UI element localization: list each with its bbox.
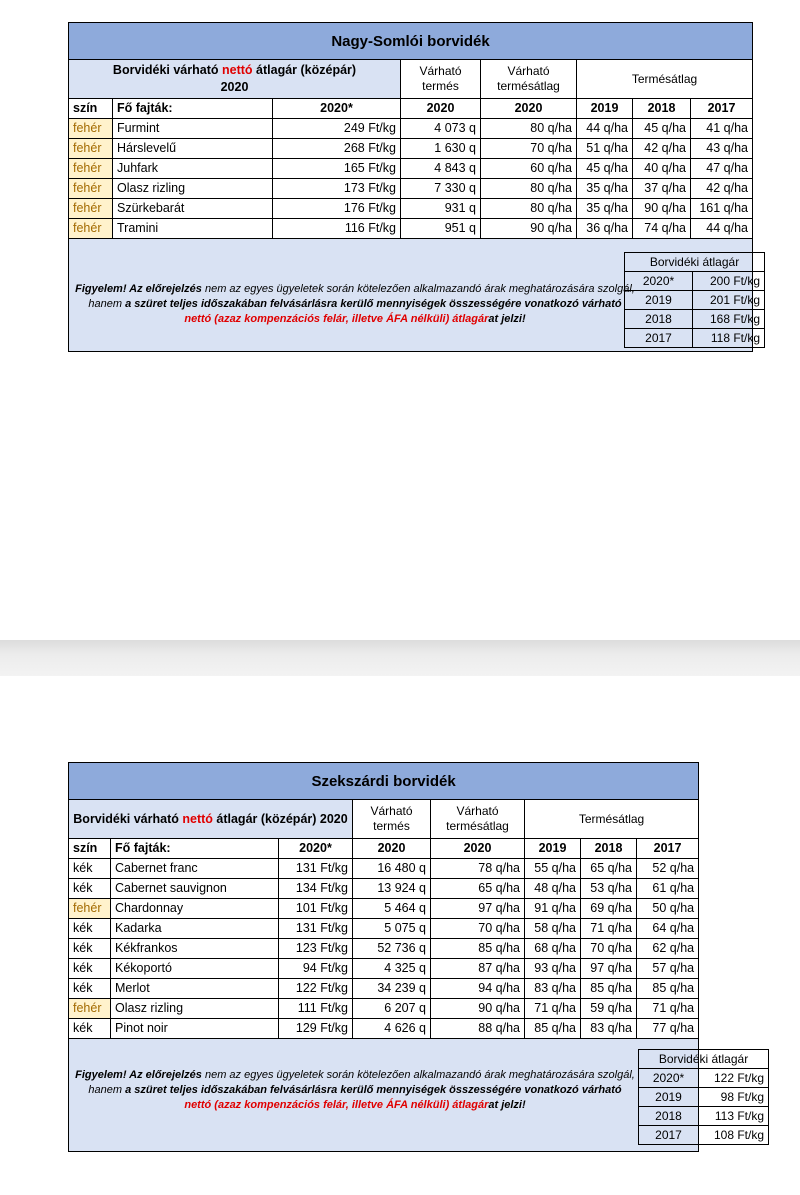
yield-2017-cell: 71 q/ha [637,999,699,1019]
yield-2019-cell: 55 q/ha [525,859,581,879]
szekszard-avg-table-block [638,1049,769,1145]
price-cell: 116 Ft/kg [273,219,401,239]
yield-2017-cell: 57 q/ha [637,959,699,979]
avg-table-title: Borvidéki átlagár [639,1050,769,1069]
table-row [69,199,753,219]
subhead-2017: 2017 [691,99,753,119]
variety-color-cell: fehér [69,179,113,199]
price-header-net: nettó [182,811,213,826]
yield-2019-cell: 85 q/ha [525,1019,581,1039]
table-row [69,219,753,239]
expected-yield-cell: 4 843 q [401,159,481,179]
variety-color-cell: fehér [69,899,111,919]
expected-avg-cell: 70 q/ha [481,139,577,159]
col-expected-yield: Várható termés [401,60,481,99]
variety-name-cell: Pinot noir [111,1019,279,1039]
variety-name-cell: Kékoportó [111,959,279,979]
avg-price-cell: 118 Ft/kg [693,329,765,348]
expected-avg-cell: 65 q/ha [431,879,525,899]
table-row [69,179,753,199]
yield-2017-cell: 77 q/ha [637,1019,699,1039]
regional-avg-rows [625,253,765,348]
note-part-e: at jelzi! [488,1098,526,1111]
price-cell: 131 Ft/kg [279,859,353,879]
page-2 [0,676,800,1195]
variety-name-cell: Kékfrankos [111,939,279,959]
variety-name-cell: Szürkebarát [113,199,273,219]
yield-2019-cell: 35 q/ha [577,179,633,199]
yield-2018-cell: 85 q/ha [581,979,637,999]
yield-2019-cell: 45 q/ha [577,159,633,179]
price-cell: 101 Ft/kg [279,899,353,919]
expected-avg-cell: 90 q/ha [481,219,577,239]
subhead-variety: Fő fajták: [111,839,279,859]
regional-avg-table [624,252,765,348]
table-row [69,999,699,1019]
expected-yield-cell: 7 330 q [401,179,481,199]
yield-2017-cell: 42 q/ha [691,179,753,199]
expected-yield-cell: 951 q [401,219,481,239]
note-part-a: Figyelem! Az előrejelzés [75,282,202,295]
table-row [69,899,699,919]
col-expected-yield: Várható termés [353,800,431,839]
avg-year-cell: 2017 [639,1126,699,1145]
yield-2017-cell: 44 q/ha [691,219,753,239]
table-row [69,159,753,179]
avg-table-header-row [639,1050,769,1069]
price-cell: 134 Ft/kg [279,879,353,899]
price-cell: 123 Ft/kg [279,939,353,959]
table-row [69,859,699,879]
expected-avg-cell: 87 q/ha [431,959,525,979]
yield-2017-cell: 85 q/ha [637,979,699,999]
region-title: Nagy-Somlói borvidék [69,23,753,60]
subhead-2018: 2018 [581,839,637,859]
avg-table-row [639,1069,769,1088]
col-expected-avg: Várható termésátlag [481,60,577,99]
price-header-year: 2020 [220,80,249,94]
yield-2018-cell: 45 q/ha [633,119,691,139]
expected-avg-cell: 90 q/ha [431,999,525,1019]
yield-2018-cell: 90 q/ha [633,199,691,219]
avg-table-row [625,272,765,291]
page-separator [0,640,800,676]
expected-avg-cell: 97 q/ha [431,899,525,919]
yield-2019-cell: 36 q/ha [577,219,633,239]
price-cell: 173 Ft/kg [273,179,401,199]
yield-2017-cell: 41 q/ha [691,119,753,139]
avg-price-cell: 122 Ft/kg [699,1069,769,1088]
variety-name-cell: Kadarka [111,919,279,939]
avg-year-cell: 2020* [625,272,693,291]
expected-yield-cell: 931 q [401,199,481,219]
avg-price-cell: 98 Ft/kg [699,1088,769,1107]
table-row [69,939,699,959]
expected-avg-cell: 85 q/ha [431,939,525,959]
avg-year-cell: 2017 [625,329,693,348]
price-header-net: nettó [222,63,253,77]
subhead-avg-year: 2020 [481,99,577,119]
variety-color-cell: kék [69,939,111,959]
avg-year-cell: 2019 [625,291,693,310]
variety-color-cell: kék [69,959,111,979]
yield-2017-cell: 62 q/ha [637,939,699,959]
avg-table-row [625,310,765,329]
yield-2019-cell: 93 q/ha [525,959,581,979]
note-part-d: nettó (azaz kompenzációs felár, illetve ÁFA nélküli) átlagár [184,312,489,325]
yield-2018-cell: 42 q/ha [633,139,691,159]
avg-price-cell: 113 Ft/kg [699,1107,769,1126]
variety-color-cell: kék [69,919,111,939]
yield-2017-cell: 161 q/ha [691,199,753,219]
subhead-variety: Fő fajták: [113,99,273,119]
expected-avg-cell: 78 q/ha [431,859,525,879]
expected-yield-cell: 34 239 q [353,979,431,999]
yield-2019-cell: 91 q/ha [525,899,581,919]
yield-2018-cell: 53 q/ha [581,879,637,899]
expected-avg-cell: 94 q/ha [431,979,525,999]
variety-color-cell: kék [69,1019,111,1039]
expected-yield-cell: 52 736 q [353,939,431,959]
yield-2017-cell: 47 q/ha [691,159,753,179]
szekszard-table [68,762,699,1152]
yield-2019-cell: 68 q/ha [525,939,581,959]
yield-2018-cell: 69 q/ha [581,899,637,919]
yield-2019-cell: 44 q/ha [577,119,633,139]
note-part-b: nem az egyes ügyeletek során kötelezően alkalmazandó árak meghatározására szolgál, hanem [88,282,635,310]
price-cell: 94 Ft/kg [279,959,353,979]
table-row [69,139,753,159]
nagy-somlo-avg-table-block [624,252,765,348]
expected-yield-cell: 16 480 q [353,859,431,879]
table-row [69,979,699,999]
yield-2018-cell: 37 q/ha [633,179,691,199]
yield-2018-cell: 70 q/ha [581,939,637,959]
variety-color-cell: fehér [69,139,113,159]
price-header [69,60,401,99]
subhead-price: 2020* [273,99,401,119]
price-cell: 122 Ft/kg [279,979,353,999]
avg-price-cell: 200 Ft/kg [693,272,765,291]
table-row [69,119,753,139]
subhead-yield-year: 2020 [401,99,481,119]
expected-avg-cell: 80 q/ha [481,179,577,199]
yield-2018-cell: 59 q/ha [581,999,637,1019]
expected-avg-cell: 60 q/ha [481,159,577,179]
avg-table-header-row [625,253,765,272]
expected-yield-cell: 4 325 q [353,959,431,979]
note-part-c: a szüret teljes időszakában felvásárlásra kerülő mennyiségek összességére vonatkozó várható [125,297,622,310]
expected-avg-cell: 70 q/ha [431,919,525,939]
note-part-b: nem az egyes ügyeletek során kötelezően alkalmazandó árak meghatározására szolgál, hanem [88,1068,635,1096]
expected-yield-cell: 5 464 q [353,899,431,919]
price-header-post: átlagár (középár) 2020 [212,811,348,826]
avg-year-cell: 2019 [639,1088,699,1107]
yield-2019-cell: 48 q/ha [525,879,581,899]
subhead-2019: 2019 [525,839,581,859]
szekszard-table-block [68,762,699,1152]
avg-year-cell: 2018 [639,1107,699,1126]
expected-avg-cell: 80 q/ha [481,119,577,139]
price-header-pre: Borvidéki várható [73,811,183,826]
variety-name-cell: Chardonnay [111,899,279,919]
variety-name-cell: Juhfark [113,159,273,179]
variety-rows [69,119,753,239]
subhead-color: szín [69,99,113,119]
avg-price-cell: 201 Ft/kg [693,291,765,310]
price-cell: 131 Ft/kg [279,919,353,939]
variety-name-cell: Hárslevelű [113,139,273,159]
table-row [69,919,699,939]
variety-name-cell: Olasz rizling [113,179,273,199]
variety-color-cell: kék [69,879,111,899]
subhead-2018: 2018 [633,99,691,119]
yield-2019-cell: 51 q/ha [577,139,633,159]
variety-name-cell: Furmint [113,119,273,139]
yield-2018-cell: 74 q/ha [633,219,691,239]
price-cell: 268 Ft/kg [273,139,401,159]
variety-rows [69,859,699,1039]
expected-yield-cell: 4 626 q [353,1019,431,1039]
yield-2019-cell: 58 q/ha [525,919,581,939]
price-cell: 176 Ft/kg [273,199,401,219]
variety-name-cell: Merlot [111,979,279,999]
yield-2018-cell: 97 q/ha [581,959,637,979]
table-row [69,879,699,899]
yield-2018-cell: 65 q/ha [581,859,637,879]
expected-yield-cell: 6 207 q [353,999,431,1019]
variety-color-cell: fehér [69,159,113,179]
variety-color-cell: kék [69,979,111,999]
expected-yield-cell: 1 630 q [401,139,481,159]
col-yield-avg: Termésátlag [525,800,699,839]
regional-avg-rows [639,1050,769,1145]
subhead-price: 2020* [279,839,353,859]
price-header-pre: Borvidéki várható [112,63,222,77]
yield-2018-cell: 40 q/ha [633,159,691,179]
disclaimer-note [69,1039,699,1152]
price-header-post: átlagár (középár) [252,63,357,77]
regional-avg-table [638,1049,769,1145]
subhead-2019: 2019 [577,99,633,119]
variety-name-cell: Tramini [113,219,273,239]
variety-color-cell: kék [69,859,111,879]
variety-name-cell: Cabernet franc [111,859,279,879]
expected-yield-cell: 13 924 q [353,879,431,899]
table-row [69,959,699,979]
expected-yield-cell: 4 073 q [401,119,481,139]
col-yield-avg: Termésátlag [577,60,753,99]
col-expected-avg: Várható termésátlag [431,800,525,839]
subhead-2017: 2017 [637,839,699,859]
expected-avg-cell: 88 q/ha [431,1019,525,1039]
variety-color-cell: fehér [69,199,113,219]
yield-2017-cell: 43 q/ha [691,139,753,159]
note-part-a: Figyelem! Az előrejelzés [75,1068,202,1081]
note-part-d: nettó (azaz kompenzációs felár, illetve ÁFA nélküli) átlagár [184,1098,489,1111]
yield-2019-cell: 71 q/ha [525,999,581,1019]
region-title: Szekszárdi borvidék [69,763,699,800]
subhead-avg-year: 2020 [431,839,525,859]
note-part-c: a szüret teljes időszakában felvásárlásra kerülő mennyiségek összességére vonatkozó [125,1083,579,1096]
avg-table-row [625,291,765,310]
yield-2017-cell: 52 q/ha [637,859,699,879]
variety-color-cell: fehér [69,999,111,1019]
note-part-d1: várható [578,1083,622,1096]
yield-2018-cell: 83 q/ha [581,1019,637,1039]
avg-price-cell: 108 Ft/kg [699,1126,769,1145]
variety-name-cell: Olasz rizling [111,999,279,1019]
avg-table-row [639,1107,769,1126]
avg-table-row [625,329,765,348]
yield-2019-cell: 83 q/ha [525,979,581,999]
price-header [69,800,353,839]
avg-year-cell: 2020* [639,1069,699,1088]
avg-table-row [639,1126,769,1145]
expected-avg-cell: 80 q/ha [481,199,577,219]
yield-2018-cell: 71 q/ha [581,919,637,939]
note-part-e: at jelzi! [488,312,526,325]
yield-2017-cell: 50 q/ha [637,899,699,919]
variety-color-cell: fehér [69,119,113,139]
yield-2019-cell: 35 q/ha [577,199,633,219]
yield-2017-cell: 61 q/ha [637,879,699,899]
price-cell: 165 Ft/kg [273,159,401,179]
avg-table-title: Borvidéki átlagár [625,253,765,272]
avg-table-row [639,1088,769,1107]
variety-color-cell: fehér [69,219,113,239]
price-cell: 249 Ft/kg [273,119,401,139]
variety-name-cell: Cabernet sauvignon [111,879,279,899]
avg-price-cell: 168 Ft/kg [693,310,765,329]
expected-yield-cell: 5 075 q [353,919,431,939]
price-cell: 129 Ft/kg [279,1019,353,1039]
subhead-yield-year: 2020 [353,839,431,859]
price-cell: 111 Ft/kg [279,999,353,1019]
subhead-color: szín [69,839,111,859]
table-row [69,1019,699,1039]
yield-2017-cell: 64 q/ha [637,919,699,939]
avg-year-cell: 2018 [625,310,693,329]
